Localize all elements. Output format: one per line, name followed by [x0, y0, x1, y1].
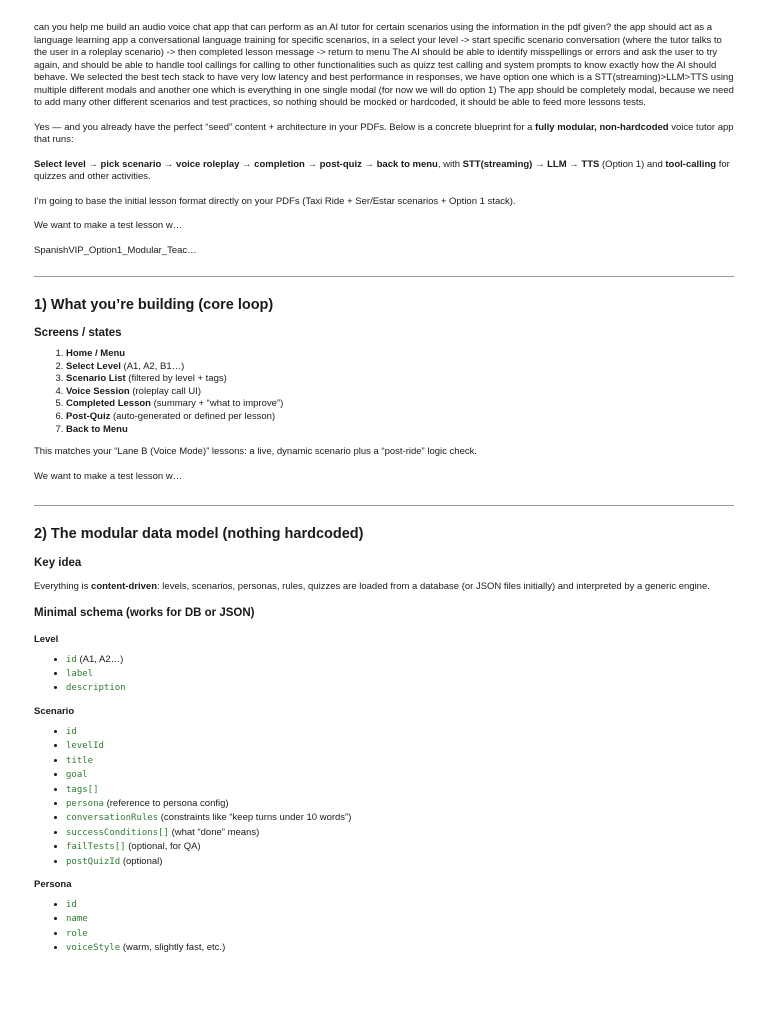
test-lesson-link[interactable]: We want to make a test lesson w… [34, 220, 183, 231]
schema-group-persona-fields [34, 898, 734, 956]
schema-field-name: name [66, 914, 88, 925]
schema-field [66, 739, 734, 753]
schema-field [66, 826, 734, 840]
schema-field [66, 941, 734, 955]
minimal-schema-heading: Minimal schema (works for DB or JSON) [34, 606, 255, 619]
section-divider [34, 505, 734, 506]
schema-field [66, 840, 734, 854]
schema-field-name: description [66, 683, 126, 694]
schema-field [66, 653, 734, 667]
schema-group-level-heading: Level [34, 633, 59, 645]
core-loop-step: 1. Home / Menu [66, 348, 734, 361]
schema-field-name: levelId [66, 741, 104, 752]
core-loop-step: 4. Voice Session (roleplay call UI) [66, 386, 734, 399]
flow-summary-paragraph: Select level → pick scenario → voice roleplay → completion → post-quiz → back to menu, with STT(streaming) → LLM → TTS (Option 1) and tool-calling for quizzes and other activities. [34, 158, 730, 182]
schema-field [66, 768, 734, 782]
schema-field-name: id [66, 899, 77, 910]
schema-group-scenario-heading: Scenario [34, 705, 75, 717]
schema-field [66, 725, 734, 739]
core-loop-step: 5. Completed Lesson (summary + “what to improve”) [66, 398, 734, 411]
user-message: can you help me build an audio voice chat app that can perform as an AI tutor for certain scenarios using the information in the pdf given? the app should act as a language learning app a conversational language training for specific scenarios, in a select your level -> start specific scenario conversation (where the tutor talks to the user in a roleplay scenario) -> then completed lesson message -> return to menu The AI should be able to identify misspellings or errors and ask the user to try again, and should be able to handle tool callings for calling to other functionalities such as quizz test calling and system prompts to know exactly how the AI should behave. We selected the best tech stack to have very low latency and best performance in responses, we have option one which is a STT(streaming)>LLM>TTS using multiple different modals and another one which is everything in one single modal (for now we will do option 1) The app should be completely modal, because we need to add many other different scenarios and test practices, so nothing should be mocked or hardcoded, it should be able to feed more lessons tests. [34, 22, 734, 108]
schema-field-name: voiceStyle [66, 943, 121, 954]
schema-field-name: role [66, 928, 88, 939]
schema-field [66, 667, 734, 681]
schema-field-name: postQuizId [66, 856, 121, 867]
response-intro-paragraph: Yes — and you already have the perfect “seed” content + architecture in your PDFs. Below is a concrete blueprint for a fully modular, non-hardcoded voice tutor app that runs: [34, 121, 734, 145]
schema-group-level-fields [34, 653, 734, 696]
schema-field [66, 927, 734, 941]
core-loop-step: 7. Back to Menu [66, 424, 734, 437]
schema-field [66, 898, 734, 912]
schema-field [66, 681, 734, 695]
section-divider [34, 276, 734, 277]
schema-field-description: (optional, for QA) [125, 841, 201, 853]
core-loop-steps-list [34, 348, 734, 436]
schema-field-name: failTests[] [66, 842, 126, 853]
schema-groups [34, 634, 734, 956]
schema-field-description: (warm, slightly fast, etc.) [120, 942, 226, 954]
core-loop-step: 6. Post-Quiz (auto-generated or defined per lesson) [66, 411, 734, 424]
schema-field-description: (A1, A2…) [76, 653, 124, 665]
test-lesson-link[interactable]: We want to make a test lesson w… [34, 470, 183, 482]
schema-field-name: id [66, 654, 77, 665]
schema-group-scenario-fields [34, 725, 734, 869]
schema-field-name: id [66, 726, 77, 737]
schema-field [66, 855, 734, 869]
schema-field [66, 783, 734, 797]
schema-field [66, 912, 734, 926]
schema-field [66, 754, 734, 768]
schema-group-persona-heading: Persona [34, 878, 72, 890]
schema-field [66, 797, 734, 811]
schema-field-name: goal [66, 770, 88, 781]
core-loop-step: 3. Scenario List (filtered by level + tags) [66, 373, 734, 386]
core-loop-step: 2. Select Level (A1, A2, B1…) [66, 361, 734, 374]
screens-states-heading: Screens / states [34, 327, 122, 339]
key-idea-heading: Key idea [34, 557, 82, 570]
schema-field-name: title [66, 755, 94, 766]
lane-b-note: This matches your “Lane B (Voice Mode)” lessons: a live, dynamic scenario plus a “post-ride” logic check. [34, 446, 477, 458]
schema-field-description: (optional) [120, 855, 163, 867]
key-idea-paragraph: Everything is content-driven: levels, scenarios, personas, rules, quizzes are loaded from a database (or JSON files initially) and interpreted by a generic engine. [34, 581, 710, 593]
schema-field [66, 811, 734, 825]
base-note: I’m going to base the initial lesson format directly on your PDFs (Taxi Ride + Ser/Estar scenarios + Option 1 stack). [34, 195, 516, 207]
file-reference-link[interactable]: SpanishVIP_Option1_Modular_Teac… [34, 244, 197, 256]
schema-field-name: tags[] [66, 784, 99, 795]
schema-field-description: (reference to persona config) [103, 797, 229, 809]
schema-field-name: conversationRules [66, 813, 159, 824]
schema-field-description: (what “done” means) [168, 826, 260, 838]
schema-field-name: successConditions[] [66, 827, 169, 838]
schema-field-description: (constraints like “keep turns under 10 words”) [158, 812, 352, 824]
schema-field-name: label [66, 669, 94, 680]
schema-field-name: persona [66, 798, 104, 809]
section-1-heading: 1) What you’re building (core loop) [34, 297, 274, 313]
section-2-heading: 2) The modular data model (nothing hardcoded) [34, 526, 364, 543]
